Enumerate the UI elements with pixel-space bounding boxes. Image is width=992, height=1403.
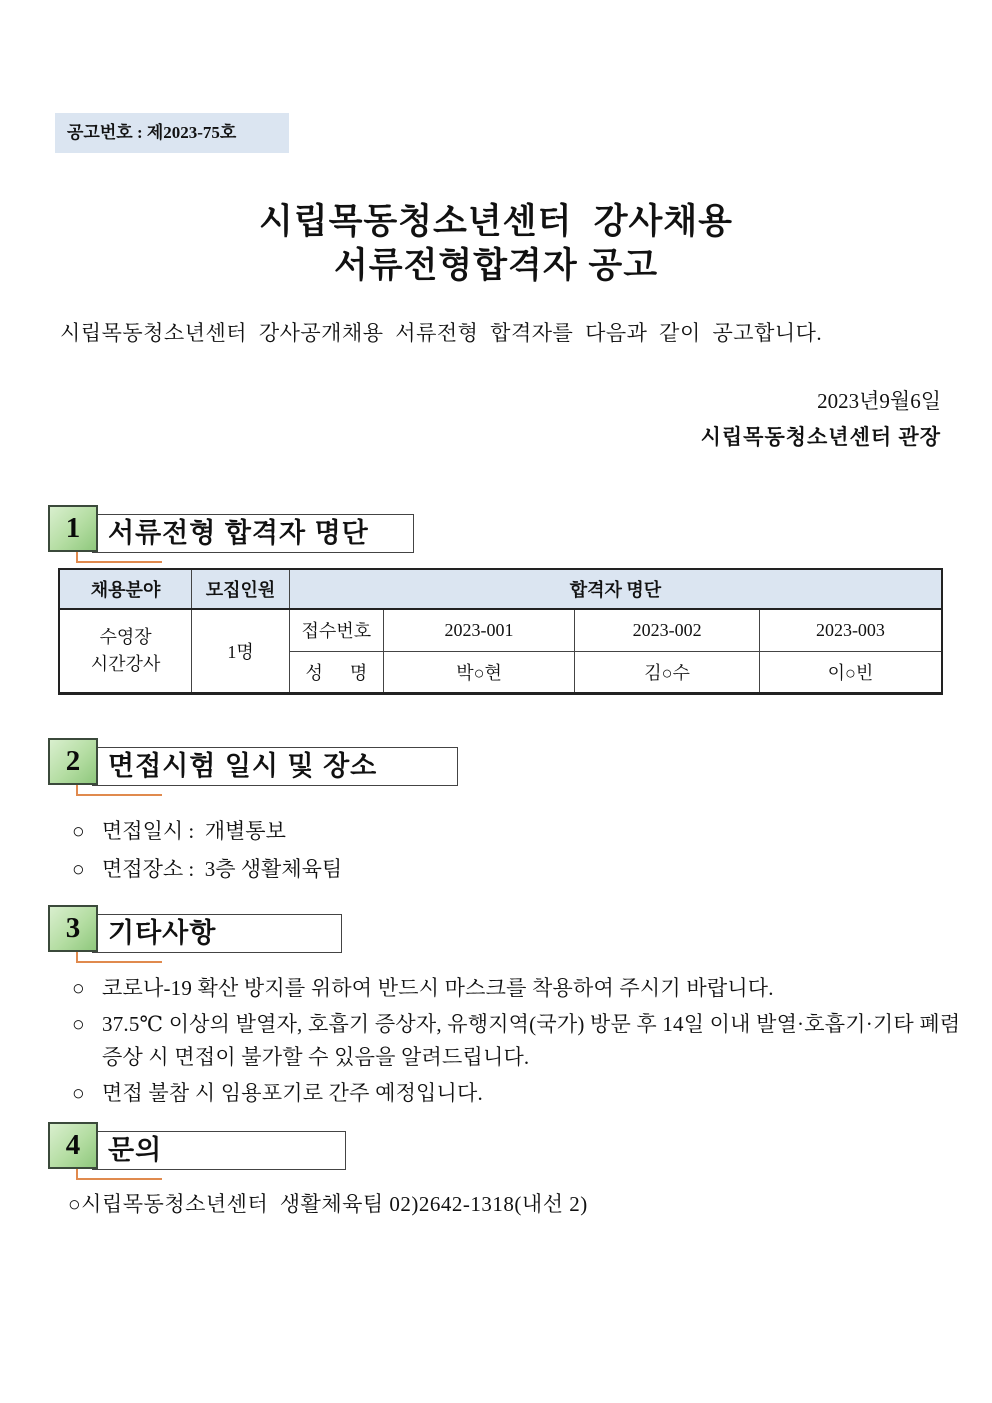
cell-name-1: 박○현 xyxy=(383,651,575,693)
section-3-title: 기타사항 xyxy=(92,914,342,953)
section-1-number-badge: 1 xyxy=(48,505,98,552)
section-4-number-badge: 4 xyxy=(48,1122,98,1169)
section-2-number-badge: 2 xyxy=(48,738,98,785)
interview-date-text: 면접일시 : 개별통보 xyxy=(102,819,286,843)
notice-number-label: 공고번호 : 제2023-75호 xyxy=(67,123,237,142)
circle-bullet-icon: ○ xyxy=(72,857,85,881)
document-title xyxy=(0,200,992,288)
notice-number-box xyxy=(55,113,289,153)
cell-name-label: 성 명 xyxy=(289,651,383,693)
cell-receipt-number-1: 2023-001 xyxy=(383,609,575,651)
list-item xyxy=(72,850,572,888)
cell-receipt-number-3: 2023-003 xyxy=(759,609,942,651)
circle-bullet-icon: ○ xyxy=(72,1081,85,1105)
list-item xyxy=(72,812,572,850)
cell-receipt-number-label: 접수번호 xyxy=(289,609,383,651)
document-title-line2: 서류전형합격자 공고 xyxy=(333,246,658,285)
section-2-title: 면접시험 일시 및 장소 xyxy=(92,747,458,786)
circle-bullet-icon: ○ xyxy=(72,976,85,1000)
interview-place-text: 면접장소 : 3층 생활체육팀 xyxy=(102,857,343,881)
section-4-title: 문의 xyxy=(92,1131,346,1170)
document-title-line1: 시립목동청소년센터 강사채용 xyxy=(259,202,733,241)
announcement-date: 2023년9월6일 xyxy=(817,389,941,413)
header-cell-job-field: 채용분야 xyxy=(59,569,192,609)
etc-info-list xyxy=(72,972,964,1113)
cell-job-field: 수영장 시간강사 xyxy=(59,609,192,693)
list-item xyxy=(72,1077,964,1110)
cell-name-2: 김○수 xyxy=(575,651,760,693)
cell-recruit-count: 1명 xyxy=(192,609,290,693)
cell-receipt-number-2: 2023-002 xyxy=(575,609,760,651)
header-cell-recruit-count: 모집인원 xyxy=(192,569,290,609)
list-item xyxy=(72,1008,964,1074)
pass-list-table xyxy=(58,568,943,695)
table-row xyxy=(59,609,942,651)
contact-info-text: ○시립목동청소년센터 생활체육팀 02)2642-1318(내선 2) xyxy=(68,1192,588,1216)
interview-info-list xyxy=(72,812,572,888)
cell-name-3: 이○빈 xyxy=(759,651,942,693)
signature-block xyxy=(701,383,941,455)
no-show-notice-text: 면접 불참 시 임용포기로 간주 예정입니다. xyxy=(102,1081,483,1105)
section-3-number-badge: 3 xyxy=(48,905,98,952)
signer-name: 시립목동청소년센터 관장 xyxy=(700,425,941,449)
header-cell-pass-list: 합격자 명단 xyxy=(289,569,942,609)
mask-notice-text: 코로나-19 확산 방지를 위하여 반드시 마스크를 착용하여 주시기 바랍니다. xyxy=(102,976,774,1000)
fever-notice-text: 37.5℃ 이상의 발열자, 호흡기 증상자, 유행지역(국가) 방문 후 14일 이내 발열·호흡기·기타 폐렴 증상 시 면접이 불가할 수 있음을 알려드립니다. xyxy=(102,1012,961,1069)
table-header-row xyxy=(59,569,942,609)
section-1-title: 서류전형 합격자 명단 xyxy=(92,514,414,553)
circle-bullet-icon: ○ xyxy=(72,819,85,843)
intro-paragraph: 시립목동청소년센터 강사공개채용 서류전형 합격자를 다음과 같이 공고합니다. xyxy=(60,321,823,345)
list-item xyxy=(72,972,964,1005)
circle-bullet-icon: ○ xyxy=(72,1012,85,1036)
